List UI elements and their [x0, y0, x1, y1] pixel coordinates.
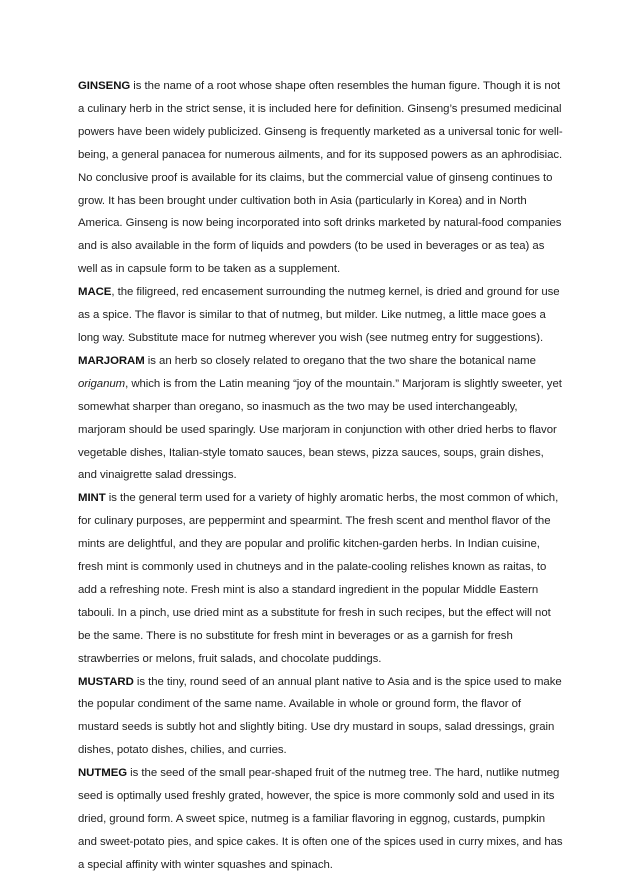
entry-text: is the seed of the small pear-shaped fruit of the nutmeg tree. The hard, nutlike nutmeg seed is optimally used freshly grated, however, the spice is more commonly sold and used in its dried, ground form. A sweet spice, nutmeg is a familiar flavoring in eggnog, custards, pumpkin and sweet-potato pies, and spice cakes. It is often one of the spices used in curry mixes, and has a special affinity with winter squashes and spinach.: [78, 767, 563, 871]
entry-marjoram: [78, 350, 564, 487]
entry-term: MARJORAM: [78, 354, 145, 367]
entry-mint: [78, 487, 564, 670]
entry-mace: [78, 281, 564, 350]
entry-text: , which is from the Latin meaning “joy of the mountain.” Marjoram is slightly sweeter, yet somewhat sharper than oregano, so inasmuch as the two may be used interchangeably, marjoram should be used sparingly. Use marjoram in conjunction with other dried herbs to flavor vegetable dishes, Italian-style tomato sauces, bean stews, pizza sauces, soups, grain dishes, and vinaigrette salad dressings.: [78, 377, 562, 482]
entry-term: MACE: [78, 286, 112, 299]
entry-term: MINT: [78, 492, 106, 505]
entry-italic-text: origanum: [78, 377, 126, 390]
entry-term: NUTMEG: [78, 767, 128, 780]
document-page: [78, 75, 564, 877]
entry-term: MUSTARD: [78, 675, 134, 688]
entry-text: , the filigreed, red encasement surrounding the nutmeg kernel, is dried and ground for use as a spice. The flavor is similar to that of nutmeg, but milder. Like nutmeg, a little mace goes a long way. Substitute mace for nutmeg wherever you wish (see nutmeg entry for suggestions).: [78, 286, 560, 344]
entry-ginseng: [78, 75, 564, 281]
entry-text: is the tiny, round seed of an annual plant native to Asia and is the spice used to make the popular condiment of the same name. Available in whole or ground form, the flavor of mustard seeds is subtly hot and slightly biting. Use dry mustard in soups, salad dressings, grain dishes, potato dishes, chilies, and curries.: [78, 675, 562, 757]
entry-text: is the name of a root whose shape often resembles the human figure. Though it is not a culinary herb in the strict sense, it is included here for definition. Ginseng’s presumed medicinal powers have been widely publicized. Ginseng is frequently marketed as a universal tonic for well-being, a general panacea for numerous ailments, and for its supposed powers as an aphrodisiac. No conclusive proof is available for its claims, but the commercial value of ginseng continues to grow. It has been brought under cultivation both in Asia (particularly in Korea) and in North America. Ginseng is now being incorporated into soft drinks marketed by natural-food companies and is also available in the form of liquids and powders (to be used in beverages or as tea) as well as in capsule form to be taken as a supplement.: [78, 80, 563, 276]
entry-term: GINSENG: [78, 80, 131, 92]
entry-text: is an herb so closely related to oregano that the two share the botanical name: [144, 354, 536, 367]
entry-text: is the general term used for a variety of highly aromatic herbs, the most common of which, for culinary purposes, are peppermint and spearmint. The fresh scent and menthol flavor of the mints are delightful, and they are popular and prolific kitchen-garden herbs. In Indian cuisine, fresh mint is commonly used in chutneys and in the palate-cooling relishes known as raitas, to add a refreshing note. Fresh mint is also a standard ingredient in the popular Middle Eastern tabouli. In a pinch, use dried mint as a substitute for fresh in such recipes, but the effect will not be the same. There is no substitute for fresh mint in beverages or as a garnish for fresh strawberries or melons, fruit salads, and chocolate puddings.: [78, 492, 559, 665]
entry-mustard: [78, 671, 564, 763]
entry-nutmeg: [78, 762, 564, 877]
